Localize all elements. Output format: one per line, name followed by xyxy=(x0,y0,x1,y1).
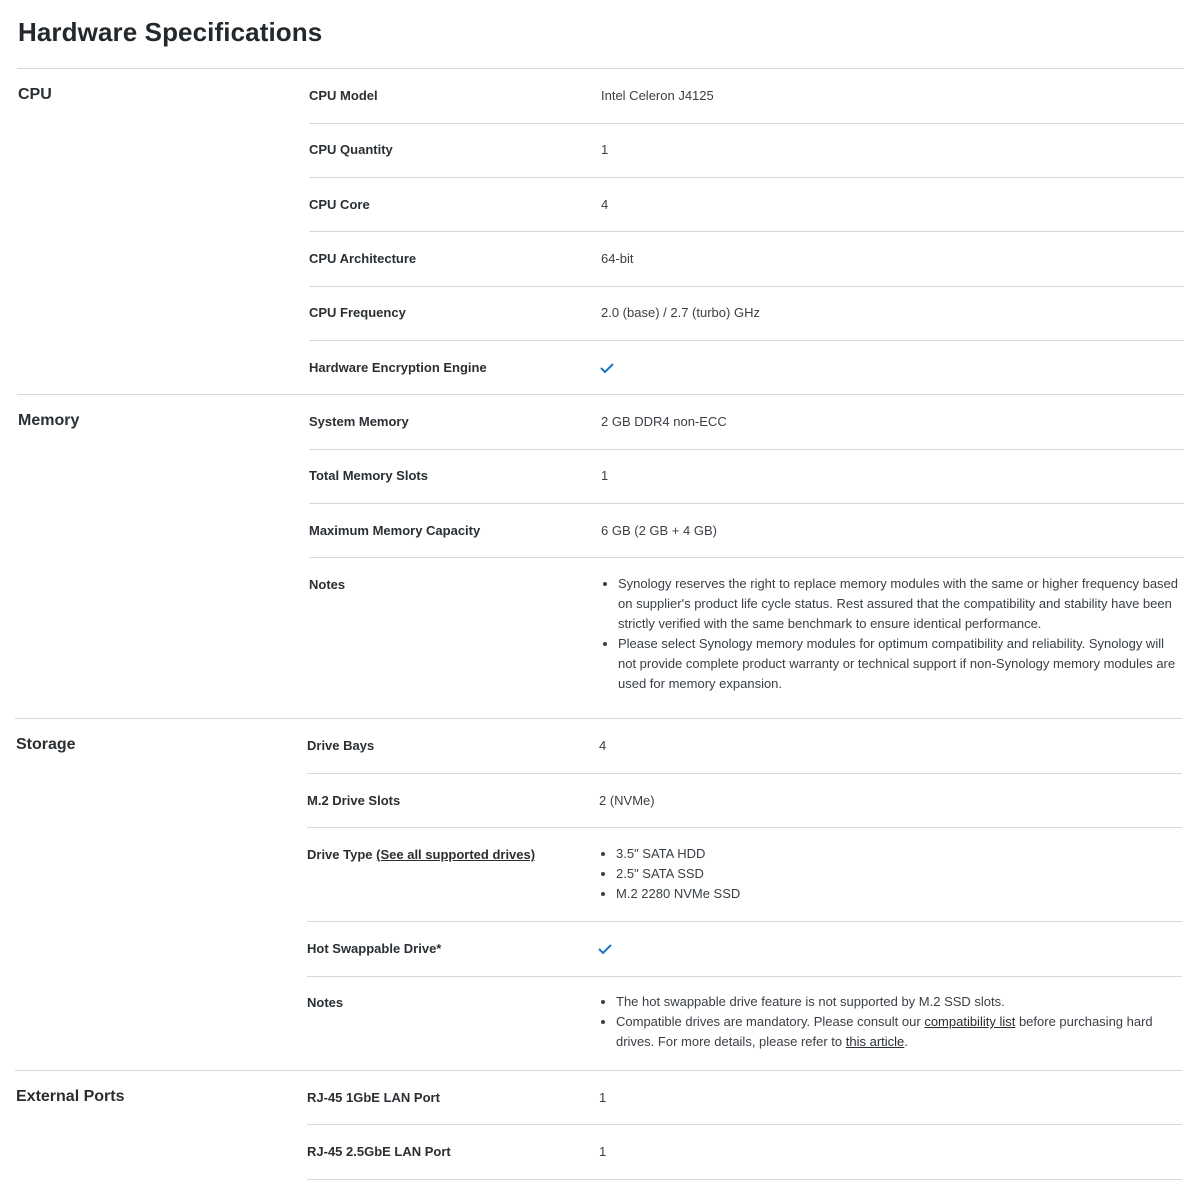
section-label-cpu: CPU xyxy=(18,86,52,103)
spec-value-cpu-quantity: 1 xyxy=(601,142,609,157)
spec-value-rj45-25gbe: 1 xyxy=(599,1144,607,1159)
spec-label-max-memory: Maximum Memory Capacity xyxy=(309,523,481,538)
section-label-storage: Storage xyxy=(16,736,76,753)
row-divider xyxy=(307,827,1182,828)
spec-value-total-memory-slots: 1 xyxy=(601,468,609,483)
row-divider xyxy=(307,1179,1182,1180)
row-divider xyxy=(309,231,1184,232)
row-divider xyxy=(309,340,1184,341)
spec-value-m2-slots: 2 (NVMe) xyxy=(599,793,655,808)
spec-label-hot-swap: Hot Swappable Drive* xyxy=(307,941,442,956)
spec-value-cpu-frequency: 2.0 (base) / 2.7 (turbo) GHz xyxy=(601,305,760,320)
spec-label-drive-type xyxy=(307,847,535,862)
note-text: . xyxy=(904,1034,908,1049)
drive-type-label: Drive Type xyxy=(307,847,373,862)
row-divider xyxy=(307,1124,1182,1125)
spec-value-system-memory: 2 GB DDR4 non-ECC xyxy=(601,414,727,429)
section-divider xyxy=(17,394,1184,395)
see-all-drives-link[interactable]: (See all supported drives) xyxy=(376,847,536,862)
spec-value-cpu-architecture: 64-bit xyxy=(601,251,634,266)
row-divider xyxy=(307,976,1182,977)
spec-label-total-memory-slots: Total Memory Slots xyxy=(309,468,428,483)
section-divider xyxy=(17,68,1184,69)
list-item: • M.2 2280 NVMe SSD xyxy=(616,884,1176,904)
note-text: Compatible drives are mandatory. Please consult our xyxy=(616,1014,925,1029)
list-item xyxy=(616,1012,1182,1052)
list-item: • Please select Synology memory modules for optimum compatibility and reliability. Synology will not provide complete product warranty or technical support if non-Synology memory modules are used for memory expansion. xyxy=(618,634,1184,694)
list-item: • 3.5" SATA HDD xyxy=(616,844,1176,864)
list-item: • Synology reserves the right to replace memory modules with the same or higher frequency based on supplier's product life cycle status. Rest assured that the compatibility and stability have been strictly verified with the same benchmark to ensure identical performance. xyxy=(618,574,1184,634)
note-text: before purchasing hard drives. For more details, please refer to xyxy=(616,1014,1153,1049)
compatibility-list-link[interactable]: compatibility list xyxy=(924,1014,1016,1029)
spec-label-cpu-architecture: CPU Architecture xyxy=(309,251,417,266)
row-divider xyxy=(309,449,1184,450)
spec-label-m2-slots: M.2 Drive Slots xyxy=(307,793,401,808)
memory-notes-container[interactable] xyxy=(601,573,1184,699)
checkmark-icon xyxy=(599,361,615,375)
drive-type-list xyxy=(599,844,1176,904)
section-label-external-ports: External Ports xyxy=(16,1088,125,1105)
this-article-link[interactable]: this article xyxy=(845,1034,905,1049)
spec-value-cpu-core: 4 xyxy=(601,197,609,212)
spec-label-cpu-frequency: CPU Frequency xyxy=(309,305,406,320)
section-divider xyxy=(15,718,1182,719)
list-item: • 2.5" SATA SSD xyxy=(616,864,1176,884)
list-item: • The hot swappable drive feature is not supported by M.2 SSD slots. xyxy=(616,992,1182,1012)
spec-label-system-memory: System Memory xyxy=(309,414,409,429)
row-divider xyxy=(309,557,1184,558)
spec-label-cpu-model: CPU Model xyxy=(309,88,378,103)
page-title: Hardware Specifications xyxy=(18,17,323,47)
row-divider xyxy=(307,921,1182,922)
spec-value-max-memory: 6 GB (2 GB + 4 GB) xyxy=(601,523,717,538)
spec-value-cpu-model: Intel Celeron J4125 xyxy=(601,88,714,103)
spec-label-memory-notes: Notes xyxy=(309,577,346,592)
spec-label-drive-bays: Drive Bays xyxy=(307,738,375,753)
spec-value-rj45-1gbe: 1 xyxy=(599,1090,607,1105)
row-divider xyxy=(309,123,1184,124)
spec-label-cpu-core: CPU Core xyxy=(309,197,370,212)
memory-notes-list xyxy=(601,574,1184,694)
spec-label-storage-notes: Notes xyxy=(307,995,344,1010)
spec-label-encryption-engine: Hardware Encryption Engine xyxy=(309,360,487,375)
row-divider xyxy=(309,503,1184,504)
section-label-memory: Memory xyxy=(18,412,80,429)
spec-label-rj45-25gbe: RJ-45 2.5GbE LAN Port xyxy=(307,1144,451,1159)
checkmark-icon xyxy=(597,942,613,956)
row-divider xyxy=(309,177,1184,178)
row-divider xyxy=(309,286,1184,287)
storage-notes-list xyxy=(599,992,1182,1052)
section-divider xyxy=(15,1070,1182,1071)
spec-label-cpu-quantity: CPU Quantity xyxy=(309,142,393,157)
spec-value-drive-bays: 4 xyxy=(599,738,607,753)
row-divider xyxy=(307,773,1182,774)
spec-label-rj45-1gbe: RJ-45 1GbE LAN Port xyxy=(307,1090,440,1105)
